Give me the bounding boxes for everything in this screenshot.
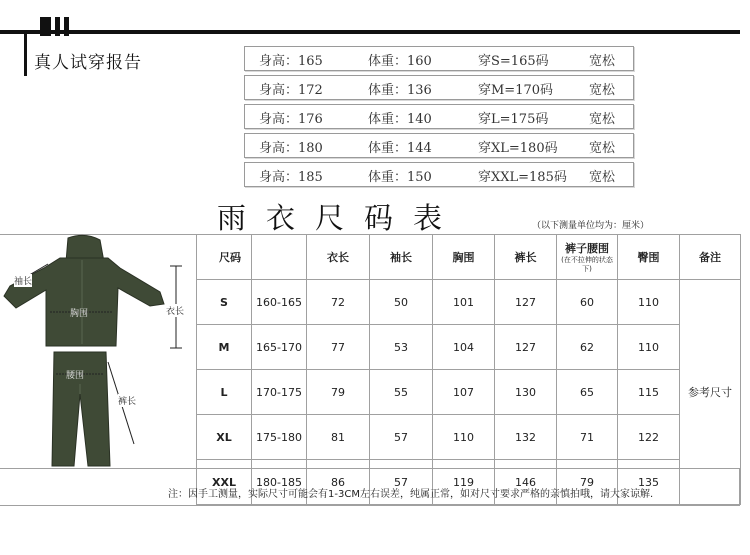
- try-on-row: [244, 46, 634, 71]
- col-header-sleeve: 袖长: [370, 235, 433, 280]
- table-row: [197, 280, 741, 325]
- header-vertical-bar: [24, 34, 27, 76]
- pants-length-cell: 127: [495, 325, 557, 370]
- size-cell: 穿XL=180码: [478, 141, 558, 156]
- chest-label: 胸围: [70, 309, 89, 319]
- height-cell: 身高：165: [259, 54, 323, 69]
- table-row: [197, 370, 741, 415]
- size-cell: 穿M=170码: [478, 83, 554, 98]
- length-label: 衣长: [166, 304, 184, 317]
- waist-cell: 65: [557, 370, 618, 415]
- height-cell: 170-175: [252, 370, 307, 415]
- weight-cell: 体重：144: [368, 141, 432, 156]
- waist-cell: 71: [557, 415, 618, 460]
- table-header-row: [197, 235, 741, 280]
- fit-cell: 宽松: [589, 141, 616, 156]
- header-block-1: [40, 17, 51, 36]
- height-cell: 身高：180: [259, 141, 323, 156]
- size-cell: 穿XXL=185码: [478, 170, 567, 185]
- waist-cell: 60: [557, 280, 618, 325]
- height-cell: 身高：176: [259, 112, 323, 127]
- waist-header-label: 裤子腰围: [565, 242, 609, 255]
- footnote: 注：因手工测量，实际尺寸可能会有1-3CM左右误差，纯属正常，如对尺寸要求严格的亲慎拍哦，请大家谅解.: [168, 489, 654, 500]
- remark-cell: 参考尺寸: [680, 280, 741, 505]
- hip-cell: 110: [618, 280, 680, 325]
- hip-cell: 115: [618, 370, 680, 415]
- size-cell: 穿S=165码: [478, 54, 549, 69]
- sleeve-cell: 57: [370, 415, 433, 460]
- col-header-chest: 胸围: [433, 235, 495, 280]
- chest-cell: 104: [433, 325, 495, 370]
- col-header-size: 尺码: [197, 235, 252, 280]
- chest-cell: 110: [433, 415, 495, 460]
- chest-cell: 119: [433, 460, 495, 505]
- garment-figure: [0, 234, 196, 468]
- waist-cell: 79: [557, 460, 618, 505]
- size-table: [196, 234, 741, 505]
- col-header-waist: [557, 235, 618, 280]
- header-block-3: [64, 17, 69, 36]
- size-chart-title: 雨衣尺码表: [217, 201, 463, 235]
- fit-cell: 宽松: [589, 83, 616, 98]
- pants-length-cell: 130: [495, 370, 557, 415]
- header-block-2: [55, 17, 60, 36]
- size-cell: S: [197, 280, 252, 325]
- chest-cell: 101: [433, 280, 495, 325]
- height-cell: 160-165: [252, 280, 307, 325]
- fit-cell: 宽松: [589, 170, 616, 185]
- sleeve-cell: 57: [370, 460, 433, 505]
- page-title: 真人试穿报告: [34, 53, 142, 73]
- pants-length-label: 裤长: [118, 394, 136, 407]
- pants-length-cell: 132: [495, 415, 557, 460]
- size-cell: M: [197, 325, 252, 370]
- waist-label: 腰围: [66, 371, 85, 381]
- size-cell: XXL: [197, 460, 252, 505]
- hip-cell: 110: [618, 325, 680, 370]
- chest-cell: 107: [433, 370, 495, 415]
- try-on-row: [244, 162, 634, 187]
- fit-cell: 宽松: [589, 54, 616, 69]
- sleeve-cell: 50: [370, 280, 433, 325]
- hip-cell: 135: [618, 460, 680, 505]
- try-on-row: [244, 133, 634, 158]
- sleeve-cell: 53: [370, 325, 433, 370]
- height-cell: 身高：185: [259, 170, 323, 185]
- size-cell: XL: [197, 415, 252, 460]
- weight-cell: 体重：160: [368, 54, 432, 69]
- waist-cell: 62: [557, 325, 618, 370]
- height-cell: 165-170: [252, 325, 307, 370]
- fit-cell: 宽松: [589, 112, 616, 127]
- header-rule: [0, 30, 740, 34]
- size-cell: 穿L=175码: [478, 112, 549, 127]
- col-header-pants-length: 裤长: [495, 235, 557, 280]
- table-row: [197, 415, 741, 460]
- table-row: [197, 325, 741, 370]
- weight-cell: 体重：150: [368, 170, 432, 185]
- sleeve-label: 袖长: [14, 274, 32, 287]
- length-cell: 79: [307, 370, 370, 415]
- length-cell: 77: [307, 325, 370, 370]
- weight-cell: 体重：140: [368, 112, 432, 127]
- col-header-hip: 臀围: [618, 235, 680, 280]
- try-on-table: [244, 46, 634, 191]
- length-cell: 72: [307, 280, 370, 325]
- length-cell: 81: [307, 415, 370, 460]
- height-cell: 175-180: [252, 415, 307, 460]
- col-header-length: 衣长: [307, 235, 370, 280]
- pants-length-cell: 146: [495, 460, 557, 505]
- waist-header-sub: (在不拉伸的状态下): [561, 256, 613, 273]
- raincoat-illustration: [0, 234, 196, 468]
- try-on-row: [244, 75, 634, 100]
- frame-line-footer: [0, 505, 740, 506]
- weight-cell: 体重：136: [368, 83, 432, 98]
- try-on-row: [244, 104, 634, 129]
- size-cell: L: [197, 370, 252, 415]
- height-cell: 180-185: [252, 460, 307, 505]
- unit-note: （以下测量单位均为：厘米）: [532, 221, 650, 231]
- length-cell: 86: [307, 460, 370, 505]
- sleeve-cell: 55: [370, 370, 433, 415]
- pants-length-cell: 127: [495, 280, 557, 325]
- col-header-height: [252, 235, 307, 280]
- hip-cell: 122: [618, 415, 680, 460]
- col-header-remark: 备注: [680, 235, 741, 280]
- height-cell: 身高：172: [259, 83, 323, 98]
